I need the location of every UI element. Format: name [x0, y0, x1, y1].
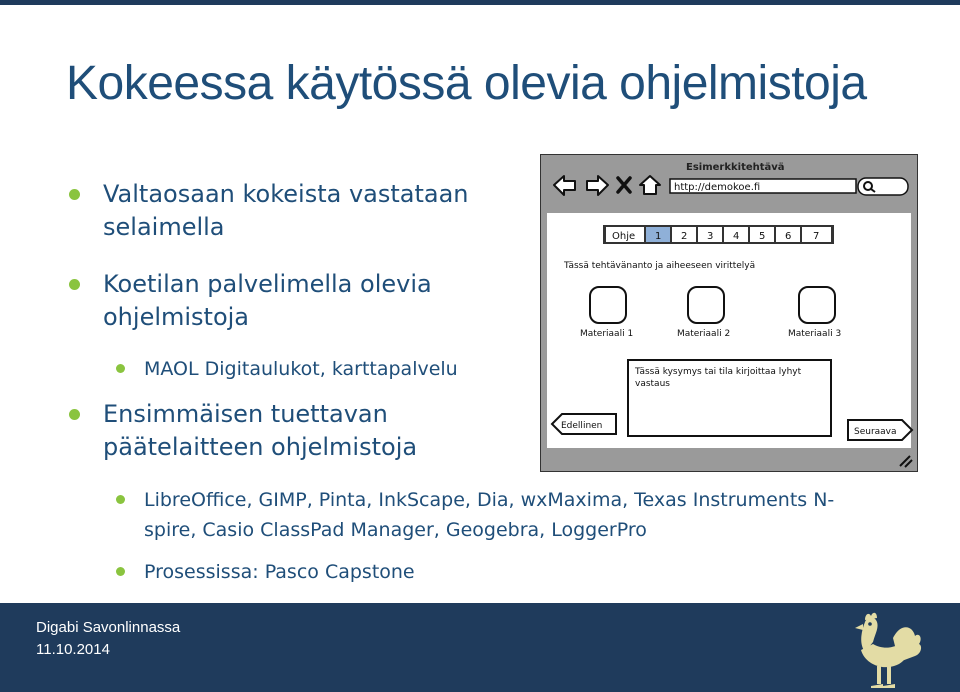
- slide-title: Kokeessa käytössä olevia ohjelmistoja: [66, 57, 867, 110]
- bullet-dot: [116, 364, 125, 373]
- question-tabs: [603, 225, 834, 244]
- url-text: http://demokoe.fi: [674, 182, 761, 193]
- next-button[interactable]: [848, 420, 912, 440]
- bullet-dot: [116, 567, 125, 576]
- tab-label: 2: [681, 231, 688, 242]
- answer-text-line1: Tässä kysymys tai tila kirjoittaa lyhyt: [635, 367, 802, 377]
- bullet-dot: [69, 189, 80, 200]
- bullet-text: Prosessissa: Pasco Capstone: [144, 561, 415, 583]
- bullet-dot: [69, 279, 80, 290]
- tab-label: 5: [759, 231, 766, 242]
- bullet-dot: [116, 495, 125, 504]
- bullet-item-2: [103, 268, 523, 334]
- material-label: Materiaali 3: [788, 329, 842, 339]
- answer-text-line2: vastaus: [635, 379, 670, 389]
- next-label: Seuraava: [854, 427, 897, 437]
- tab-label: Ohje: [612, 231, 636, 242]
- top-bar: [0, 0, 960, 5]
- material-label: Materiaali 1: [580, 329, 634, 339]
- bullet-text: LibreOffice, GIMP, Pinta, InkScape, Dia, wxMaxima, Texas Instruments N-spire, Casio ClassPad Manager, Geogebra, LoggerPro: [144, 489, 835, 541]
- material-label: Materiaali 2: [677, 329, 731, 339]
- footer: [0, 603, 960, 692]
- bullet-text: Ensimmäisen tuettavan päätelaitteen ohjelmistoja: [103, 400, 418, 461]
- prev-button[interactable]: [552, 414, 616, 434]
- search-field[interactable]: [858, 178, 908, 195]
- prev-label: Edellinen: [561, 421, 603, 431]
- rooster-logo-icon: [843, 608, 923, 692]
- tab-label: 7: [813, 231, 820, 242]
- footer-date: 11.10.2014: [36, 641, 110, 658]
- bullet-text: MAOL Digitaulukot, karttapalvelu: [144, 358, 458, 380]
- bullet-text: Valtaosaan kokeista vastataan selaimella: [103, 180, 469, 241]
- bullet-item-2-1: [144, 354, 458, 384]
- bullet-text: Koetilan palvelimella olevia ohjelmistoja: [103, 270, 432, 331]
- mockup-window-title: Esimerkkitehtävä: [686, 162, 785, 173]
- bullet-dot: [69, 409, 80, 420]
- task-text: Tässä tehtävänanto ja aiheeseen virittelyä: [564, 261, 756, 271]
- exam-browser-mockup: [540, 154, 918, 472]
- bullet-item-3-2: [144, 557, 415, 587]
- bullet-item-3-1: [144, 485, 884, 545]
- tab-label: 6: [785, 231, 792, 242]
- bullet-item-1: [103, 178, 523, 244]
- tab-label: 4: [733, 231, 740, 242]
- footer-org: Digabi Savonlinnassa: [36, 619, 181, 636]
- mockup-statusbar: [541, 448, 917, 471]
- tab-label: 3: [707, 231, 714, 242]
- bullet-item-3: [103, 398, 523, 464]
- tab-label: 1: [655, 231, 662, 242]
